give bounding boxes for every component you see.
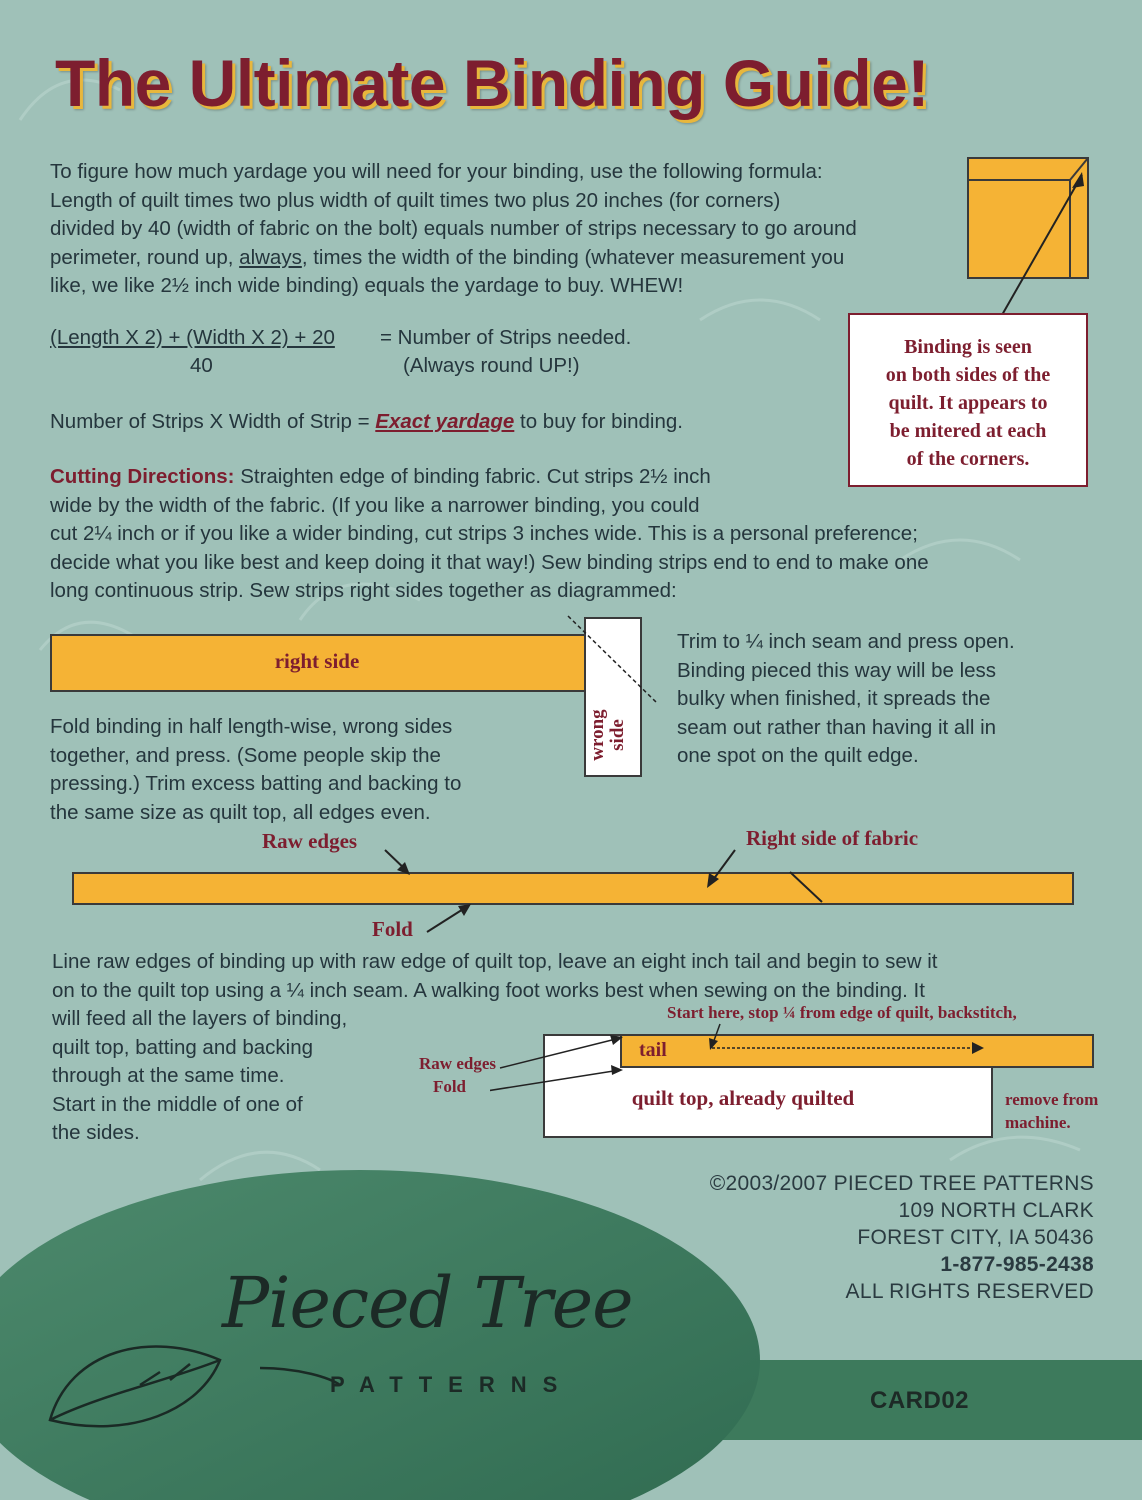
fold-line-3: pressing.) Trim excess batting and backing to [50,772,462,795]
all-rights-reserved: ALL RIGHTS RESERVED [845,1280,1094,1303]
yardage-line [50,408,683,437]
raw-edges-label: Raw edges [262,829,358,853]
cutting-directions [50,463,1090,606]
line-up-line-5: through at the same time. [52,1064,285,1087]
tail-label: tail [639,1039,667,1061]
yardage-after: to buy for binding. [514,410,683,433]
trim-line-4: seam out rather than having it all in [677,715,997,739]
page-title: The Ultimate Binding Guide! [55,46,929,120]
line-up-line-4: quilt top, batting and backing [52,1035,313,1059]
logo-patterns: PATTERNS [330,1372,574,1397]
remove-line-1: remove from [1005,1090,1099,1109]
start-here-label: Start here, stop ¼ from edge of quilt, backstitch, [667,1003,1017,1022]
fold-paragraph [50,713,570,827]
quilt-top-label: quilt top, already quilted [631,1086,855,1110]
callout-line-4: be mitered at each [889,420,1047,442]
right-side-fabric-label: Right side of fabric [746,826,919,850]
city-address: FOREST CITY, IA 50436 [857,1226,1094,1249]
callout-line-1: Binding is seen [904,336,1032,358]
line-up-line-6: Start in the middle of one of [52,1092,303,1116]
intro-line-5: like, we like 2½ inch wide binding) equals the yardage to buy. WHEW! [50,274,684,297]
cutting-line-4: decide what you like best and keep doing it that way!) Sew binding strips end to end to make one [50,550,929,574]
exact-yardage: Exact yardage [375,410,515,433]
cutting-line-1-text: Straighten edge of binding fabric. Cut strips 2½ inch [234,465,711,488]
remove-from-machine-label [1005,1088,1098,1134]
line-up-line-2: on to the quilt top using a ¼ inch seam. A walking foot works best when sewing on the binding. It [52,978,925,1002]
intro-paragraph [50,158,950,301]
formula-result: = Number of Strips needed. [380,326,632,349]
intro-line-4-end: , times the width of the binding (whatever measurement you [301,245,845,269]
logo-script: Pieced Tree [222,1262,633,1344]
callout-line-3: quilt. It appears to [888,392,1048,414]
right-side-label: right side [274,649,360,673]
mitered-callout [848,313,1088,487]
cutting-line-3: cut 2¼ inch or if you like a wider binding, cut strips 3 inches wide. This is a personal preference; [50,522,918,545]
cutting-line-5: long continuous strip. Sew strips right sides together as diagrammed: [50,579,677,602]
yardage-before: Number of Strips X Width of Strip = [50,410,376,433]
seam-dashed-line [560,612,660,712]
cutting-line-1 [50,463,1090,492]
wrong-side-line-1: wrong [587,709,608,761]
phone-number: 1-877-985-2438 [940,1253,1094,1276]
line-up-line-3: will feed all the layers of binding, [52,1007,348,1030]
line-up-paragraph [52,948,1092,1005]
fold-label: Fold [372,917,413,941]
trim-line-1: Trim to ¼ inch seam and press open. [677,630,1015,653]
line-up-paragraph-cont [52,1005,392,1148]
line-up-line-1: Line raw edges of binding up with raw edge of quilt top, leave an eight inch tail and begin to sew it [52,950,938,973]
trim-line-3: bulky when finished, it spreads the [677,687,991,710]
intro-line-1: To figure how much yardage you will need for your binding, use the following formula: [50,160,823,183]
raw-edges-label-2: Raw edges [419,1054,496,1073]
intro-always: always [239,245,302,269]
card-code: CARD02 [870,1387,970,1414]
intro-line-4 [50,244,950,273]
trim-paragraph [677,628,1097,771]
wrong-side-line-2: side [607,719,628,751]
fold-label-2: Fold [432,1077,466,1096]
formula-note: (Always round UP!) [403,354,580,377]
formula-denominator: 40 [190,354,213,377]
cutting-label: Cutting Directions: [50,465,235,488]
fold-line-1: Fold binding in half length-wise, wrong sides [50,715,453,738]
contact-block [560,1170,1094,1305]
cutting-line-2: wide by the width of the fabric. (If you like a narrower binding, you could [50,493,700,517]
corner-diagram-lines [960,150,1100,320]
callout-line-2: on both sides of the [885,364,1051,386]
trim-line-2: Binding pieced this way will be less [677,658,997,682]
line-up-line-7: the sides. [52,1121,140,1144]
intro-line-3: divided by 40 (width of fabric on the bolt) equals number of strips necessary to go around [50,217,857,240]
callout-line-5: of the corners. [906,448,1030,470]
diagram2-arrows [0,820,1142,950]
diagram3-arrows [490,1020,1010,1110]
intro-line-2: Length of quilt times two plus width of quilt times two plus 20 inches (for corners) [50,188,781,212]
street-address: 109 NORTH CLARK [898,1199,1094,1222]
copyright: ©2003/2007 PIECED TREE PATTERNS [709,1172,1094,1195]
fold-line-4: the same size as quilt top, all edges even. [50,800,431,824]
trim-line-5: one spot on the quilt edge. [677,744,919,767]
remove-line-2: machine. [1005,1113,1071,1132]
formula-numerator: (Length X 2) + (Width X 2) + 20 [50,326,335,349]
fold-line-2: together, and press. (Some people skip the [50,743,441,767]
intro-line-4-start: perimeter, round up, [50,245,240,269]
